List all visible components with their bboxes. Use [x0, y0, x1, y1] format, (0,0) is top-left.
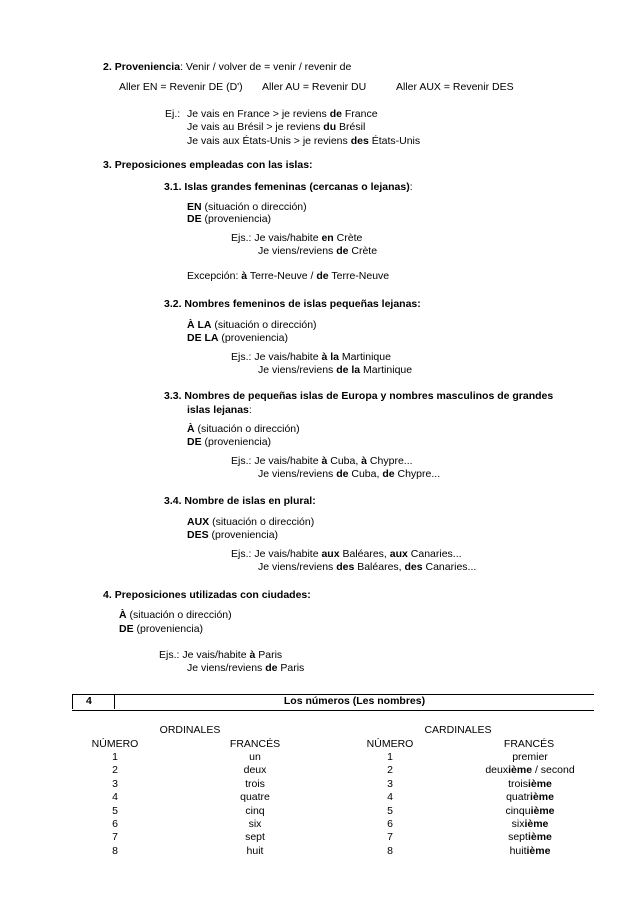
usage-line: À (situación o dirección)	[119, 609, 232, 621]
usage-line: DES (proveniencia)	[187, 529, 279, 541]
numbers-section-number: 4	[86, 695, 92, 707]
cardinal-french-cell: deuxième / second	[485, 764, 575, 776]
ordinal-number-cell: 8	[112, 845, 118, 857]
usage-line: DE LA (proveniencia)	[187, 332, 288, 344]
cardinal-number-cell: 5	[387, 805, 393, 817]
subsection-3-3-title: 3.3. Nombres de pequeñas islas de Europa y nombres masculinos de grandes	[164, 390, 554, 402]
ordinal-number-cell: 4	[112, 791, 118, 803]
ordinales-heading: ORDINALES	[159, 724, 221, 736]
ordinal-number-cell: 6	[112, 818, 118, 830]
example-line: Ejs.: Je vais/habite en Crète	[231, 232, 363, 244]
cardinal-number-cell: 6	[387, 818, 393, 830]
section-3-heading: 3. Preposiciones empleadas con las islas:	[103, 159, 313, 171]
example-line: Je vais aux États-Unis > je reviens des États-Unis	[187, 135, 421, 147]
ordinal-french-cell: six	[248, 818, 262, 830]
example-label: Ej.:	[165, 108, 181, 120]
cardinal-french-cell: septième	[508, 831, 552, 843]
cardinal-number-cell: 2	[387, 764, 393, 776]
ordinal-number-cell: 2	[112, 764, 118, 776]
cardinal-french-cell: sixième	[511, 818, 549, 830]
ordinal-french-cell: deux	[243, 764, 267, 776]
usage-line: DE (proveniencia)	[187, 436, 272, 448]
ordinal-french-cell: sept	[245, 831, 265, 843]
ordinal-number-cell: 5	[112, 805, 118, 817]
ordinal-number-cell: 1	[112, 751, 118, 763]
col-frances-right: FRANCÉS	[503, 738, 555, 750]
cardinal-french-cell: premier	[512, 751, 548, 763]
usage-line: DE (proveniencia)	[119, 623, 204, 635]
usage-line: DE (proveniencia)	[187, 213, 272, 225]
example-line: Ejs.: Je vais/habite à Cuba, à Chypre...	[231, 455, 413, 467]
col-frances-left: FRANCÉS	[229, 738, 281, 750]
ordinal-french-cell: trois	[245, 778, 265, 790]
cardinales-heading: CARDINALES	[424, 724, 492, 736]
numbers-section-number-cell	[72, 694, 115, 709]
example-line: Ejs.: Je vais/habite aux Baléares, aux Canaries...	[231, 548, 462, 560]
example-line: Je viens/reviens de Paris	[187, 662, 305, 674]
example-line: Ejs.: Je vais/habite à la Martinique	[231, 351, 391, 363]
section-2-heading	[103, 61, 351, 74]
rule-aux: Aller AUX = Revenir DES	[396, 81, 514, 93]
exception-line: Excepción: à Terre-Neuve / de Terre-Neuve	[187, 270, 390, 282]
section-number: 2.	[103, 61, 112, 73]
section-title-rest: : Venir / volver de = venir / revenir de	[180, 61, 352, 73]
cardinal-french-cell: troisième	[508, 778, 552, 790]
cardinal-number-cell: 3	[387, 778, 393, 790]
col-numero-right: NÚMERO	[366, 738, 414, 750]
example-line: Ejs.: Je vais/habite à Paris	[159, 649, 283, 661]
example-line: Je viens/reviens des Baléares, des Canaries...	[258, 561, 477, 573]
numbers-title: Los números (Les nombres)	[283, 695, 426, 707]
example-line: Je vais en France > je reviens de France	[187, 108, 378, 120]
cardinal-number-cell: 4	[387, 791, 393, 803]
subsection-3-2-title: 3.2. Nombres femeninos de islas pequeñas lejanas:	[164, 298, 421, 310]
col-numero-left: NÚMERO	[91, 738, 139, 750]
example-line: Je vais au Brésil > je reviens du Brésil	[187, 121, 366, 133]
ordinal-number-cell: 7	[112, 831, 118, 843]
ordinal-french-cell: quatre	[240, 791, 270, 803]
cardinal-number-cell: 8	[387, 845, 393, 857]
ordinal-french-cell: un	[249, 751, 261, 763]
rule-en: Aller EN = Revenir DE (D')	[119, 81, 243, 93]
ordinal-french-cell: huit	[246, 845, 264, 857]
usage-line: EN (situación o dirección)	[187, 201, 307, 213]
subsection-3-3-title-cont: islas lejanas:	[187, 404, 252, 416]
usage-line: À (situación o dirección)	[187, 423, 300, 435]
cardinal-number-cell: 7	[387, 831, 393, 843]
subsection-3-1-title: 3.1. Islas grandes femeninas (cercanas o lejanas):	[164, 181, 413, 193]
cardinal-french-cell: quatrième	[506, 791, 554, 803]
usage-line: AUX (situación o dirección)	[187, 516, 315, 528]
ordinal-number-cell: 3	[112, 778, 118, 790]
cardinal-french-cell: huitième	[509, 845, 551, 857]
example-line: Je viens/reviens de Crète	[258, 245, 378, 257]
ordinal-french-cell: cinq	[245, 805, 265, 817]
example-line: Je viens/reviens de Cuba, de Chypre...	[258, 468, 441, 480]
example-line: Je viens/reviens de la Martinique	[258, 364, 413, 376]
usage-line: À LA (situación o dirección)	[187, 319, 317, 331]
cardinal-french-cell: cinquième	[505, 805, 555, 817]
rule-au: Aller AU = Revenir DU	[262, 81, 367, 93]
subsection-3-4-title: 3.4. Nombre de islas en plural:	[164, 495, 316, 507]
cardinal-number-cell: 1	[387, 751, 393, 763]
section-title: Proveniencia	[114, 61, 181, 73]
section-4-heading: 4. Preposiciones utilizadas con ciudades:	[103, 589, 311, 601]
